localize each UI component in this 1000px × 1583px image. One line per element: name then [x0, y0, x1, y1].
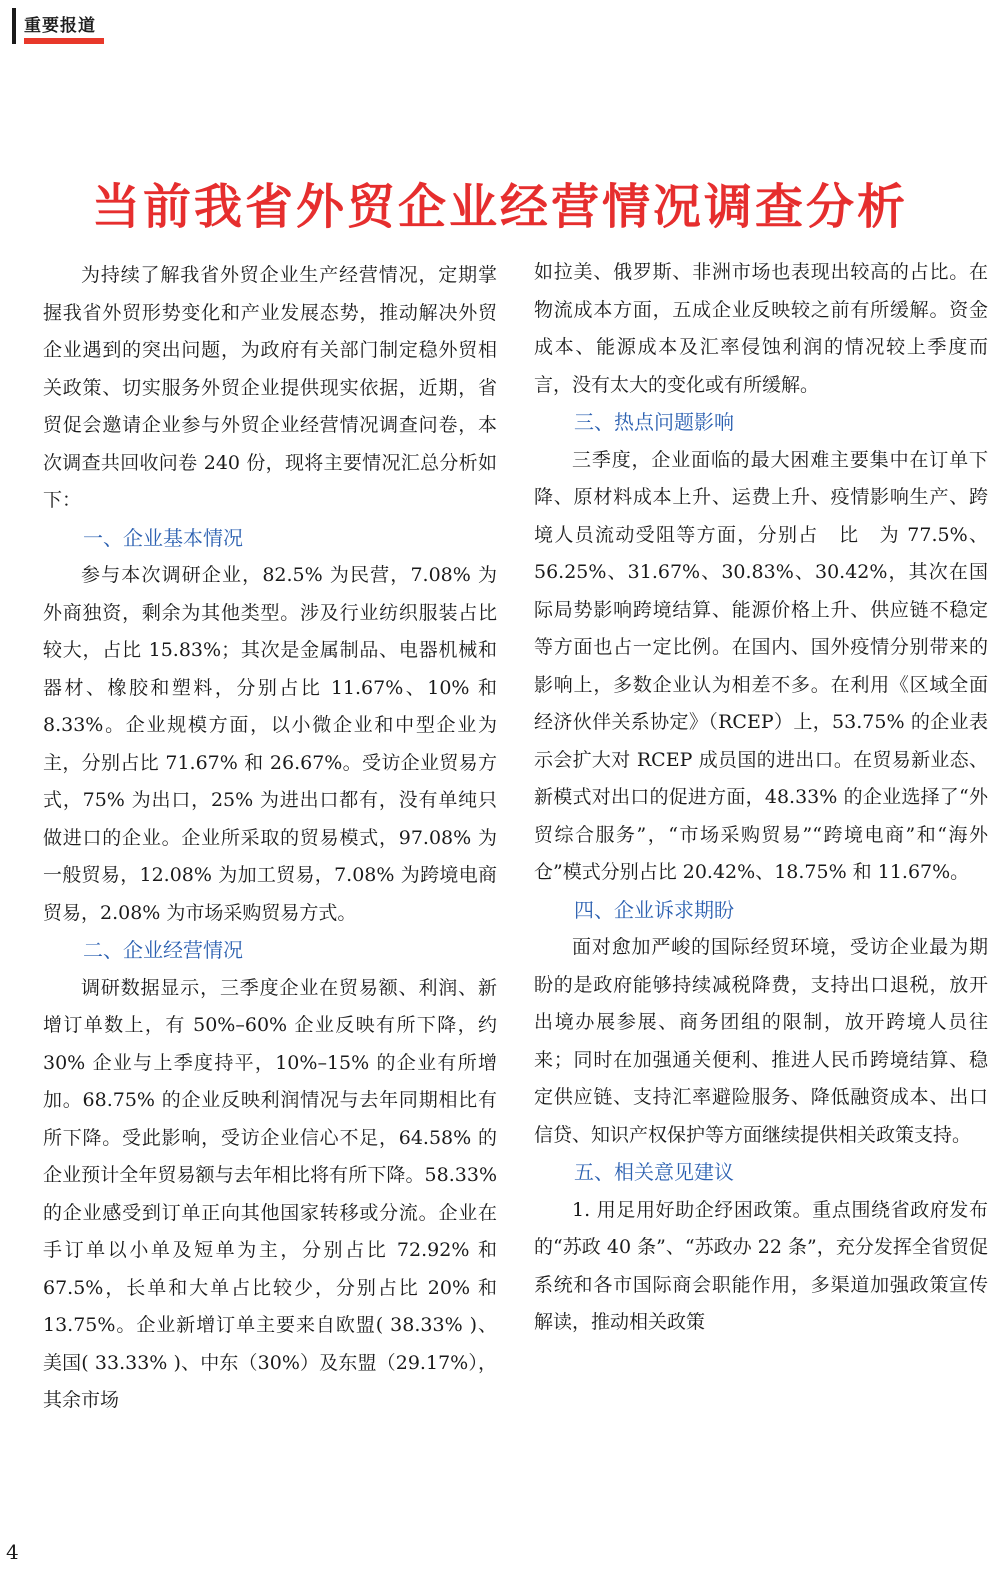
- section-heading-suggestions: 五、相关意见建议: [574, 1160, 734, 1184]
- operations-paragraph-continued: 如拉美、俄罗斯、非洲市场也表现出较高的占比。在物流成本方面，五成企业反映较之前有所缓解。资金成本、能源成本及汇率侵蚀利润的情况较上季度而言，没有太大的变化或有所缓解。: [534, 261, 988, 396]
- left-column: [43, 257, 497, 1420]
- section-label: 重要报道: [24, 16, 96, 36]
- hot-issues-paragraph: 三季度，企业面临的最大困难主要集中在订单下降、原材料成本上升、运费上升、疫情影响生产、跨境人员流动受阻等方面，分别占 比 为 77.5%、56.25%、31.67%、30.83%、30.42%，其次在国际局势影响跨境结算、能源价格上升、供应链不稳定等方面也占一定比例。在国内、国外疫情分别带来的影响上，多数企业认为相差不多。在利用《区域全面经济伙伴关系协定》（RCEP）上，53.75% 的企业表示会扩大对 RCEP 成员国的进出口。在贸易新业态、新模式对出口的促进方面，48.33% 的企业选择了“外贸综合服务”，“市场采购贸易”“跨境电商”和“海外仓”模式分别占比 20.42%、18.75% 和 11.67%。: [534, 448, 988, 883]
- page-number: 4: [6, 1540, 19, 1564]
- right-column: [534, 254, 988, 1342]
- operations-paragraph: 调研数据显示，三季度企业在贸易额、利润、新增订单数上，有 50%–60% 企业反映有所下降，约 30% 企业与上季度持平，10%–15% 的企业有所增加。68.75% 的企业反映利润情况与去年同期相比有所下降。受此影响，受访企业信心不足，64.58% 的企业预计全年贸易额与去年相比将有所下降。58.33% 的企业感受到订单正向其他国家转移或分流。企业在手订单以小单及短单为主，分别占比 72.92% 和 67.5%，长单和大单占比较少，分别占比 20% 和 13.75%。企业新增订单主要来自欧盟( 38.33% )、美国( 33.33% )、中东（30%）及东盟（29.17%），其余市场: [43, 976, 497, 1411]
- section-header: [12, 8, 96, 44]
- section-heading-hot-issues: 三、热点问题影响: [574, 410, 734, 434]
- intro-paragraph: 为持续了解我省外贸企业生产经营情况，定期掌握我省外贸形势变化和产业发展态势，推动解决外贸企业遇到的突出问题，为政府有关部门制定稳外贸相关政策、切实服务外贸企业提供现实依据，近期，省贸促会邀请企业参与外贸企业经营情况调查问卷，本次调查共回收问卷 240 份，现将主要情况汇总分析如下：: [43, 264, 497, 511]
- article-title: 当前我省外贸企业经营情况调查分析: [91, 179, 908, 235]
- header-underline: [24, 38, 104, 44]
- basic-info-paragraph: 参与本次调研企业，82.5% 为民营，7.08% 为外商独资，剩余为其他类型。涉及行业纺织服装占比较大，占比 15.83%；其次是金属制品、电器机械和器材、橡胶和塑料，分别占比 11.67%、10% 和 8.33%。企业规模方面，以小微企业和中型企业为主，分别占比 71.67% 和 26.67%。受访企业贸易方式，75% 为出口，25% 为进出口都有，没有单纯只做进口的企业。企业所采取的贸易模式，97.08% 为一般贸易，12.08% 为加工贸易，7.08% 为跨境电商贸易，2.08% 为市场采购贸易方式。: [43, 564, 497, 924]
- section-heading-demands: 四、企业诉求期盼: [574, 897, 734, 922]
- suggestions-paragraph: 1. 用足用好助企纾困政策。重点围绕省政府发布的“苏政 40 条”、“苏政办 22 条”，充分发挥全省贸促系统和各市国际商会职能作用，多渠道加强政策宣传解读，推动相关政策: [534, 1198, 988, 1333]
- demands-paragraph: 面对愈加严峻的国际经贸环境，受访企业最为期盼的是政府能够持续减税降费，支持出口退税，放开出境办展参展、商务团组的限制，放开跨境人员往来；同时在加强通关便利、推进人民币跨境结算、稳定供应链、支持汇率避险服务、降低融资成本、出口信贷、知识产权保护等方面继续提供相关政策支持。: [534, 936, 988, 1146]
- section-heading-basic-info: 一、企业基本情况: [83, 525, 243, 550]
- section-heading-operations: 二、企业经营情况: [83, 938, 243, 962]
- header-accent-bar: [12, 8, 16, 44]
